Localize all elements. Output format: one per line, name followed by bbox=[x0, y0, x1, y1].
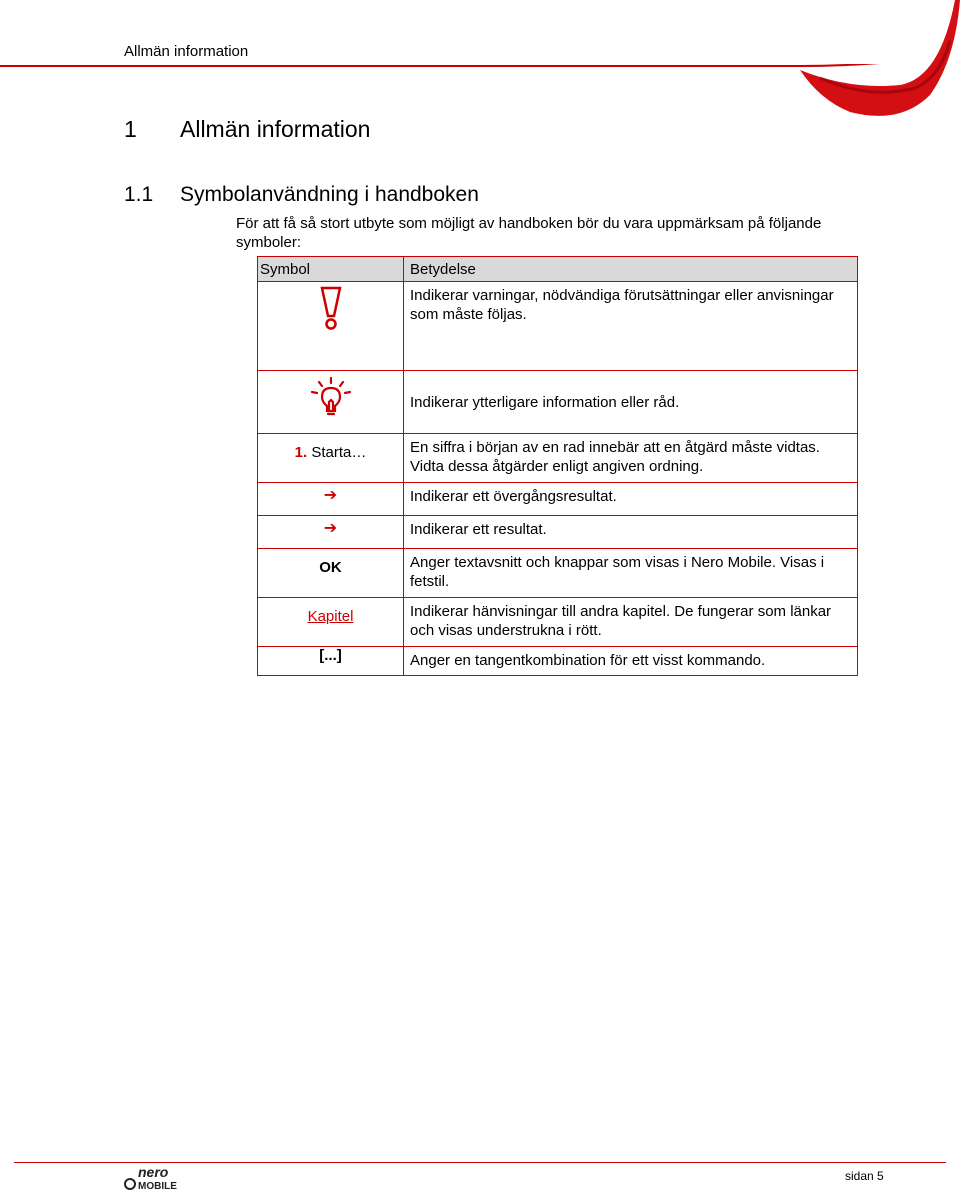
row-meaning: Indikerar ytterligare information eller råd. bbox=[404, 371, 858, 434]
page-number: sidan 5 bbox=[845, 1169, 884, 1183]
step-symbol: 1. Starta… bbox=[294, 444, 367, 461]
svg-text:MOBILE: MOBILE bbox=[138, 1181, 177, 1191]
table-row bbox=[258, 434, 858, 483]
chapter-heading: 1 Allmän information bbox=[124, 116, 371, 142]
result-arrow-icon: ➔ bbox=[323, 520, 338, 537]
table-row bbox=[258, 647, 858, 676]
row-meaning: Anger en tangentkombination för ett visst kommando. bbox=[404, 647, 858, 676]
brand-swoosh-graphic bbox=[790, 0, 960, 120]
nero-mobile-logo bbox=[124, 1165, 196, 1191]
meaning-column-header: Betydelse bbox=[404, 257, 858, 282]
footer-rule bbox=[14, 1162, 946, 1163]
chapter-link-symbol: Kapitel bbox=[307, 608, 354, 625]
row-meaning: En siffra i början av en rad innebär att en åtgärd måste vidtas. Vidta dessa åtgärder enligt angiven ordning. bbox=[404, 434, 858, 483]
table-row bbox=[258, 371, 858, 434]
table-header-row bbox=[258, 257, 858, 282]
lightbulb-icon bbox=[309, 376, 353, 420]
table-row bbox=[258, 516, 858, 549]
intro-paragraph: För att få så stort utbyte som möjligt av handboken bör du vara uppmärksam på följande symboler: bbox=[236, 215, 822, 251]
warning-icon bbox=[319, 286, 343, 332]
table-row bbox=[258, 282, 858, 371]
table-row bbox=[258, 483, 858, 516]
row-meaning: Indikerar ett övergångsresultat. bbox=[404, 483, 858, 516]
running-header: Allmän information bbox=[124, 43, 249, 60]
row-meaning: Indikerar varningar, nödvändiga förutsättningar eller anvisningar som måste följas. bbox=[404, 282, 858, 371]
key-combination-symbol: [...] bbox=[319, 647, 342, 664]
section-heading: 1.1 Symbolanvändning i handboken bbox=[124, 183, 479, 206]
symbol-table bbox=[257, 256, 858, 676]
row-meaning: Anger textavsnitt och knappar som visas i Nero Mobile. Visas i fetstil. bbox=[404, 549, 858, 598]
row-meaning: Indikerar ett resultat. bbox=[404, 516, 858, 549]
svg-text:nero: nero bbox=[138, 1165, 169, 1180]
table-row bbox=[258, 549, 858, 598]
intermediate-result-arrow-icon: ➔ bbox=[323, 487, 338, 504]
symbol-column-header: Symbol bbox=[258, 257, 404, 282]
row-meaning: Indikerar hänvisningar till andra kapitel. De fungerar som länkar och visas understrukna i rött. bbox=[404, 598, 858, 647]
ok-symbol: OK bbox=[319, 559, 342, 576]
table-row bbox=[258, 598, 858, 647]
